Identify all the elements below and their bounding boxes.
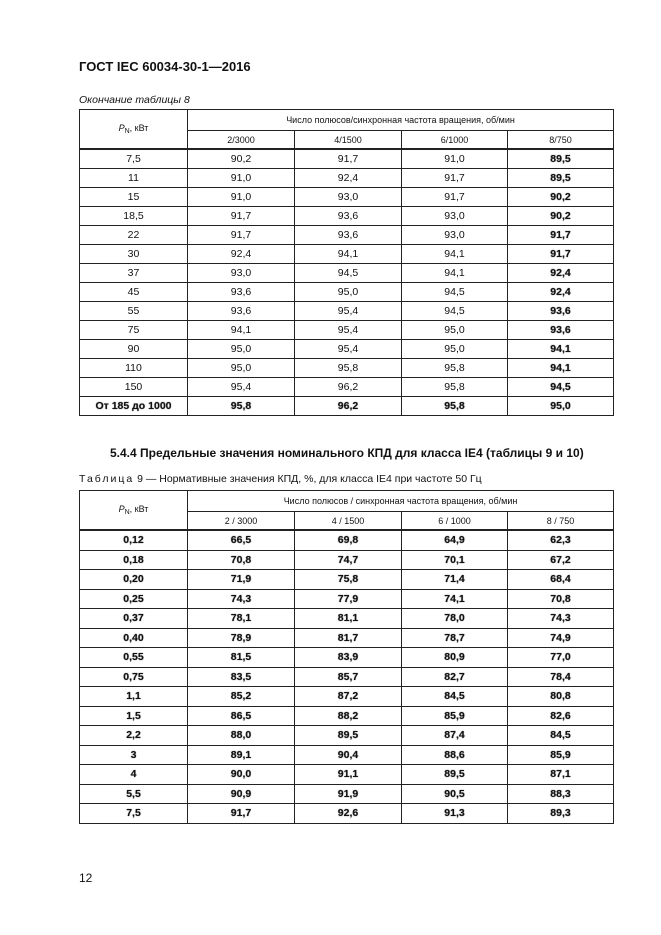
table-row <box>80 226 614 245</box>
efficiency-cell: 91,3 <box>402 804 508 824</box>
table-row <box>80 397 614 416</box>
efficiency-cell: 86,5 <box>188 706 295 726</box>
table-row <box>80 149 614 169</box>
table-row <box>80 628 614 648</box>
table-row <box>80 648 614 668</box>
table-row <box>80 784 614 804</box>
column-header: 4/1500 <box>295 131 402 150</box>
efficiency-cell: 93,0 <box>188 264 295 283</box>
pole-speed-header: Число полюсов / синхронная частота вращения, об/мин <box>188 491 614 512</box>
table-row <box>80 207 614 226</box>
table-row <box>80 570 614 590</box>
efficiency-cell: 74,7 <box>295 550 402 570</box>
efficiency-cell: 81,5 <box>188 648 295 668</box>
efficiency-cell: 66,5 <box>188 530 295 550</box>
section-heading: 5.4.4 Предельные значения номинального КПД для класса IE4 (таблицы 9 и 10) <box>110 446 584 460</box>
efficiency-cell: 95,8 <box>402 397 508 416</box>
efficiency-cell: 84,5 <box>402 687 508 707</box>
efficiency-cell: 91,7 <box>508 245 614 264</box>
table-row <box>80 589 614 609</box>
efficiency-cell: 75,8 <box>295 570 402 590</box>
efficiency-cell: 74,9 <box>508 628 614 648</box>
efficiency-cell: 93,0 <box>402 207 508 226</box>
page-number: 12 <box>79 871 93 885</box>
power-cell: 5,5 <box>80 784 188 804</box>
efficiency-cell: 71,9 <box>188 570 295 590</box>
efficiency-cell: 93,0 <box>295 188 402 207</box>
power-cell: 45 <box>80 283 188 302</box>
table-row <box>80 687 614 707</box>
power-cell: 7,5 <box>80 804 188 824</box>
efficiency-cell: 95,0 <box>508 397 614 416</box>
power-cell: 0,25 <box>80 589 188 609</box>
efficiency-cell: 77,0 <box>508 648 614 668</box>
efficiency-cell: 92,4 <box>508 283 614 302</box>
table-row <box>80 378 614 397</box>
efficiency-cell: 95,8 <box>295 359 402 378</box>
column-header: 6 / 1000 <box>402 512 508 531</box>
efficiency-cell: 91,7 <box>188 804 295 824</box>
efficiency-cell: 91,7 <box>402 169 508 188</box>
table-row <box>80 550 614 570</box>
table-row <box>80 726 614 746</box>
table-row <box>80 609 614 629</box>
table-row <box>80 188 614 207</box>
efficiency-cell: 82,7 <box>402 667 508 687</box>
efficiency-cell: 96,2 <box>295 378 402 397</box>
efficiency-cell: 74,3 <box>508 609 614 629</box>
efficiency-cell: 95,8 <box>188 397 295 416</box>
efficiency-cell: 89,3 <box>508 804 614 824</box>
power-cell: 0,12 <box>80 530 188 550</box>
power-cell: 90 <box>80 340 188 359</box>
efficiency-cell: 90,0 <box>188 765 295 785</box>
efficiency-cell: 91,9 <box>295 784 402 804</box>
column-header: 8/750 <box>508 131 614 150</box>
efficiency-cell: 89,1 <box>188 745 295 765</box>
efficiency-cell: 90,2 <box>188 149 295 169</box>
table-row <box>80 706 614 726</box>
efficiency-cell: 93,6 <box>508 321 614 340</box>
efficiency-cell: 83,9 <box>295 648 402 668</box>
efficiency-cell: 77,9 <box>295 589 402 609</box>
power-cell: От 185 до 1000 <box>80 397 188 416</box>
efficiency-cell: 94,5 <box>402 283 508 302</box>
efficiency-cell: 95,4 <box>295 302 402 321</box>
efficiency-cell: 62,3 <box>508 530 614 550</box>
power-cell: 0,40 <box>80 628 188 648</box>
table-row <box>80 745 614 765</box>
efficiency-cell: 82,6 <box>508 706 614 726</box>
power-cell: 7,5 <box>80 149 188 169</box>
efficiency-cell: 95,0 <box>188 340 295 359</box>
column-header: 8 / 750 <box>508 512 614 531</box>
efficiency-cell: 90,2 <box>508 207 614 226</box>
efficiency-cell: 94,1 <box>402 264 508 283</box>
efficiency-cell: 88,3 <box>508 784 614 804</box>
power-cell: 0,75 <box>80 667 188 687</box>
efficiency-cell: 81,1 <box>295 609 402 629</box>
efficiency-cell: 78,7 <box>402 628 508 648</box>
power-cell: 18,5 <box>80 207 188 226</box>
pn-header: $P_N$, кВт <box>80 491 188 531</box>
column-header: 2/3000 <box>188 131 295 150</box>
efficiency-cell: 74,1 <box>402 589 508 609</box>
efficiency-cell: 94,5 <box>295 264 402 283</box>
efficiency-cell: 78,9 <box>188 628 295 648</box>
efficiency-cell: 88,6 <box>402 745 508 765</box>
efficiency-cell: 88,2 <box>295 706 402 726</box>
efficiency-cell: 67,2 <box>508 550 614 570</box>
efficiency-cell: 90,2 <box>508 188 614 207</box>
efficiency-cell: 92,4 <box>188 245 295 264</box>
efficiency-cell: 94,5 <box>508 378 614 397</box>
efficiency-cell: 78,0 <box>402 609 508 629</box>
efficiency-cell: 91,7 <box>188 207 295 226</box>
efficiency-cell: 95,8 <box>402 378 508 397</box>
efficiency-cell: 95,8 <box>402 359 508 378</box>
table-row <box>80 302 614 321</box>
efficiency-cell: 88,0 <box>188 726 295 746</box>
efficiency-cell: 89,5 <box>402 765 508 785</box>
efficiency-cell: 85,9 <box>508 745 614 765</box>
power-cell: 1,1 <box>80 687 188 707</box>
table-row <box>80 530 614 550</box>
efficiency-cell: 85,9 <box>402 706 508 726</box>
efficiency-cell: 64,9 <box>402 530 508 550</box>
efficiency-cell: 81,7 <box>295 628 402 648</box>
table9-caption: Таблица 9 — Нормативные значения КПД, %, для класса IE4 при частоте 50 Гц <box>79 473 482 485</box>
power-cell: 0,55 <box>80 648 188 668</box>
efficiency-cell: 83,5 <box>188 667 295 687</box>
table8-caption: Окончание таблицы 8 <box>79 94 190 106</box>
efficiency-cell: 91,7 <box>508 226 614 245</box>
efficiency-cell: 93,6 <box>188 302 295 321</box>
efficiency-cell: 94,1 <box>508 359 614 378</box>
efficiency-cell: 90,5 <box>402 784 508 804</box>
efficiency-cell: 95,4 <box>188 378 295 397</box>
efficiency-cell: 95,0 <box>295 283 402 302</box>
efficiency-cell: 95,4 <box>295 321 402 340</box>
power-cell: 11 <box>80 169 188 188</box>
power-cell: 110 <box>80 359 188 378</box>
power-cell: 4 <box>80 765 188 785</box>
efficiency-cell: 94,1 <box>295 245 402 264</box>
efficiency-cell: 89,5 <box>508 169 614 188</box>
table-row <box>80 264 614 283</box>
power-cell: 22 <box>80 226 188 245</box>
efficiency-cell: 91,7 <box>295 149 402 169</box>
efficiency-cell: 85,2 <box>188 687 295 707</box>
efficiency-cell: 94,1 <box>402 245 508 264</box>
table-row <box>80 283 614 302</box>
efficiency-cell: 87,2 <box>295 687 402 707</box>
table-row <box>80 804 614 824</box>
table-row <box>80 765 614 785</box>
efficiency-cell: 69,8 <box>295 530 402 550</box>
column-header: 4 / 1500 <box>295 512 402 531</box>
efficiency-cell: 91,0 <box>188 188 295 207</box>
efficiency-cell: 91,7 <box>188 226 295 245</box>
power-cell: 15 <box>80 188 188 207</box>
power-cell: 37 <box>80 264 188 283</box>
table-8 <box>79 109 614 416</box>
efficiency-cell: 92,6 <box>295 804 402 824</box>
efficiency-cell: 70,8 <box>508 589 614 609</box>
efficiency-cell: 93,6 <box>295 207 402 226</box>
efficiency-cell: 87,4 <box>402 726 508 746</box>
power-cell: 55 <box>80 302 188 321</box>
efficiency-cell: 93,6 <box>508 302 614 321</box>
efficiency-cell: 95,0 <box>188 359 295 378</box>
efficiency-cell: 85,7 <box>295 667 402 687</box>
efficiency-cell: 70,1 <box>402 550 508 570</box>
power-cell: 2,2 <box>80 726 188 746</box>
power-cell: 3 <box>80 745 188 765</box>
pole-speed-header: Число полюсов/синхронная частота вращения, об/мин <box>188 110 614 131</box>
table-row <box>80 169 614 188</box>
efficiency-cell: 92,4 <box>508 264 614 283</box>
efficiency-cell: 95,4 <box>295 340 402 359</box>
efficiency-cell: 96,2 <box>295 397 402 416</box>
table-row <box>80 667 614 687</box>
power-cell: 75 <box>80 321 188 340</box>
efficiency-cell: 78,1 <box>188 609 295 629</box>
efficiency-cell: 93,6 <box>295 226 402 245</box>
column-header: 2 / 3000 <box>188 512 295 531</box>
efficiency-cell: 89,5 <box>295 726 402 746</box>
efficiency-cell: 93,6 <box>188 283 295 302</box>
table-row <box>80 359 614 378</box>
efficiency-cell: 71,4 <box>402 570 508 590</box>
efficiency-cell: 94,1 <box>508 340 614 359</box>
power-cell: 0,37 <box>80 609 188 629</box>
efficiency-cell: 93,0 <box>402 226 508 245</box>
power-cell: 150 <box>80 378 188 397</box>
efficiency-cell: 91,7 <box>402 188 508 207</box>
efficiency-cell: 89,5 <box>508 149 614 169</box>
efficiency-cell: 94,1 <box>188 321 295 340</box>
efficiency-cell: 95,0 <box>402 321 508 340</box>
efficiency-cell: 94,5 <box>402 302 508 321</box>
efficiency-cell: 91,1 <box>295 765 402 785</box>
power-cell: 0,18 <box>80 550 188 570</box>
table-row <box>80 321 614 340</box>
power-cell: 0,20 <box>80 570 188 590</box>
efficiency-cell: 95,0 <box>402 340 508 359</box>
power-cell: 1,5 <box>80 706 188 726</box>
efficiency-cell: 74,3 <box>188 589 295 609</box>
table-9 <box>79 490 614 824</box>
efficiency-cell: 80,9 <box>402 648 508 668</box>
efficiency-cell: 70,8 <box>188 550 295 570</box>
table-row <box>80 245 614 264</box>
efficiency-cell: 78,4 <box>508 667 614 687</box>
efficiency-cell: 68,4 <box>508 570 614 590</box>
efficiency-cell: 84,5 <box>508 726 614 746</box>
column-header: 6/1000 <box>402 131 508 150</box>
efficiency-cell: 80,8 <box>508 687 614 707</box>
efficiency-cell: 91,0 <box>188 169 295 188</box>
efficiency-cell: 92,4 <box>295 169 402 188</box>
efficiency-cell: 91,0 <box>402 149 508 169</box>
power-cell: 30 <box>80 245 188 264</box>
document-title: ГОСТ IEC 60034-30-1—2016 <box>79 59 251 74</box>
pn-header: $P_N$, кВт <box>80 110 188 150</box>
efficiency-cell: 87,1 <box>508 765 614 785</box>
table-row <box>80 340 614 359</box>
efficiency-cell: 90,9 <box>188 784 295 804</box>
efficiency-cell: 90,4 <box>295 745 402 765</box>
